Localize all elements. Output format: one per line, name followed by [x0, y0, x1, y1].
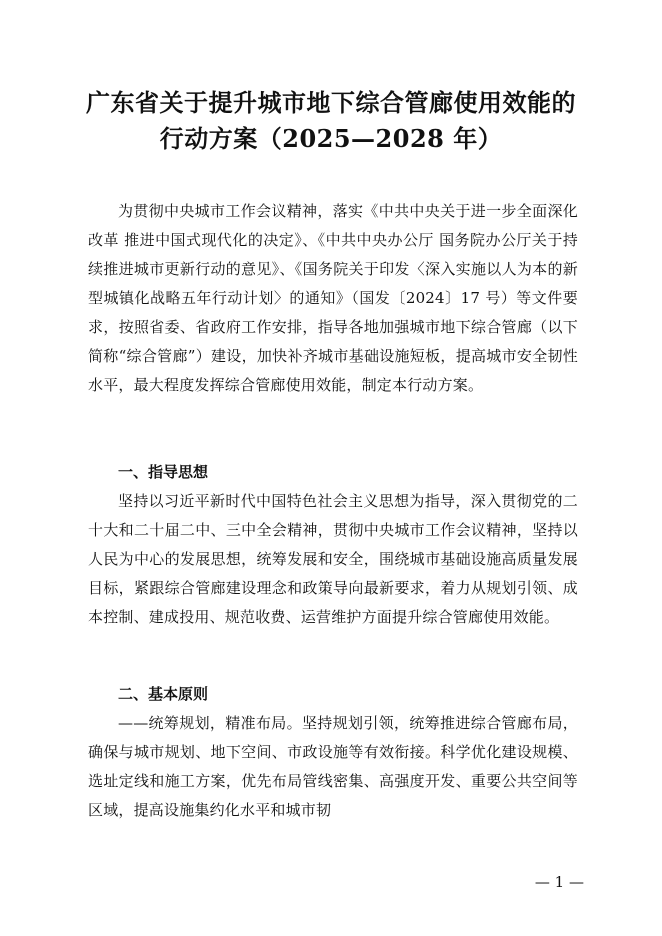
guiding-ideology-paragraph: 坚持以习近平新时代中国特色社会主义思想为指导，深入贯彻党的二十大和二十届二中、三中全会精神，贯彻中央城市工作会议精神，坚持以人民为中心的发展思想，统筹发展和安全，围绕城市基础设施高质量发展目标，紧跟综合管廊建设理念和政策导向最新要求，着力从规划引领、成本控制、建成投用、规范收费、运营维护方面提升综合管廊使用效能。 [88, 492, 578, 626]
section-heading-guiding-ideology: 一、指导思想 [118, 463, 209, 481]
page-number: — 1 — [534, 873, 584, 891]
intro-paragraph: 为贯彻中央城市工作会议精神，落实《中共中央关于进一步全面深化改革 推进中国式现代化的决定》、《中共中央办公厅 国务院办公厅关于持续推进城市更新行动的意见》、《国务院关于印发〈深入实施以人为本的新型城镇化战略五年行动计划〉的通知》（国发〔2024〕17 号）等文件要求，按照省委、省政府工作安排，指导各地加强城市地下综合管廊（以下简称“综合管廊”）建设，加快补齐城市基础设施短板，提高城市安全韧性水平，最大程度发挥综合管廊使用效能，制定本行动方案。 [88, 202, 578, 394]
section-heading-basic-principles: 二、基本原则 [118, 685, 209, 703]
document-title-line-1: 广东省关于提升城市地下综合管廊使用效能的 [86, 88, 576, 117]
basic-principles-paragraph: ——统筹规划，精准布局。坚持规划引领，统筹推进综合管廊布局，确保与城市规划、地下空间、市政设施等有效衔接。科学优化建设规模、选址定线和施工方案，优先布局管线密集、高强度开发、重要公共空间等区域，提高设施集约化水平和城市韧 [88, 714, 578, 819]
document-title-line-2: 行动方案（2025—2028 年） [159, 124, 503, 153]
